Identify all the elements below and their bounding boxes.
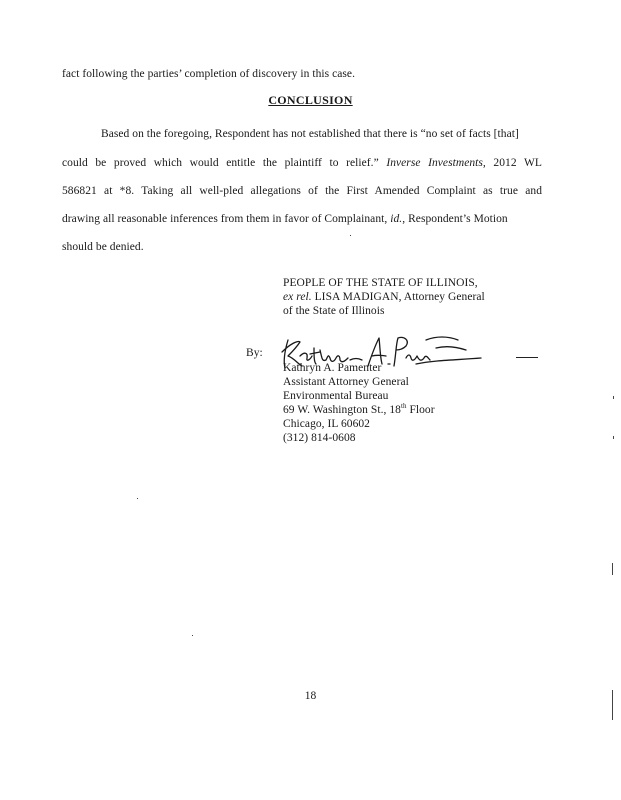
page-number: 18 [304,690,317,702]
paragraph-line-2-end: 2012 WL [493,157,542,169]
street-address-start: 69 W. Washington St., 18 [283,404,401,416]
scan-speck [613,396,614,399]
city-address: Chicago, IL 60602 [283,418,370,430]
carryover-line: fact following the parties’ completion of discovery in this case. [62,68,356,80]
paragraph-line-3: 586821 at *8. Taking all well-pled allegations of the First Amended Complaint as true and [62,185,542,197]
signature-rule [516,357,538,358]
id-citation: id. [390,213,403,225]
street-address-end: Floor [409,404,435,416]
ex-rel-label: ex rel. [283,291,312,303]
paragraph-line-1: Based on the foregoing, Respondent has not established that there is “no set of facts [that] [101,128,519,140]
scan-speck [192,635,193,636]
scan-speck [612,690,613,720]
scan-speck [612,563,613,575]
street-address [283,403,435,417]
signer-title: Assistant Attorney General [283,376,409,388]
section-heading-conclusion: CONCLUSION [268,93,353,107]
scan-speck [137,498,138,499]
paragraph-line-4-text: drawing all reasonable inferences from them in favor of Complainant, [62,213,388,225]
paragraph-line-4-end: , Respondent’s Motion [402,213,508,225]
paragraph-line-5: should be denied. [62,241,144,253]
case-citation: Inverse Investments, [386,157,486,169]
attorney-general-name: LISA MADIGAN, Attorney General [314,291,485,303]
scan-speck [613,436,614,439]
paragraph-line-2 [62,156,542,170]
paragraph-line-4 [62,212,542,226]
by-label: By: [246,347,263,359]
ordinal-suffix: th [400,402,407,411]
ex-rel-line [283,290,485,304]
party-name-line: PEOPLE OF THE STATE OF ILLINOIS, [283,277,478,289]
phone-number: (312) 814-0608 [283,432,356,444]
paragraph-line-2-text: could be proved which would entitle the plaintiff to relief.” [62,157,379,169]
signer-name: Kathryn A. Pamenter [283,362,382,374]
scan-speck [350,235,351,236]
bureau-name: Environmental Bureau [283,390,389,402]
state-line: of the State of Illinois [283,305,385,317]
